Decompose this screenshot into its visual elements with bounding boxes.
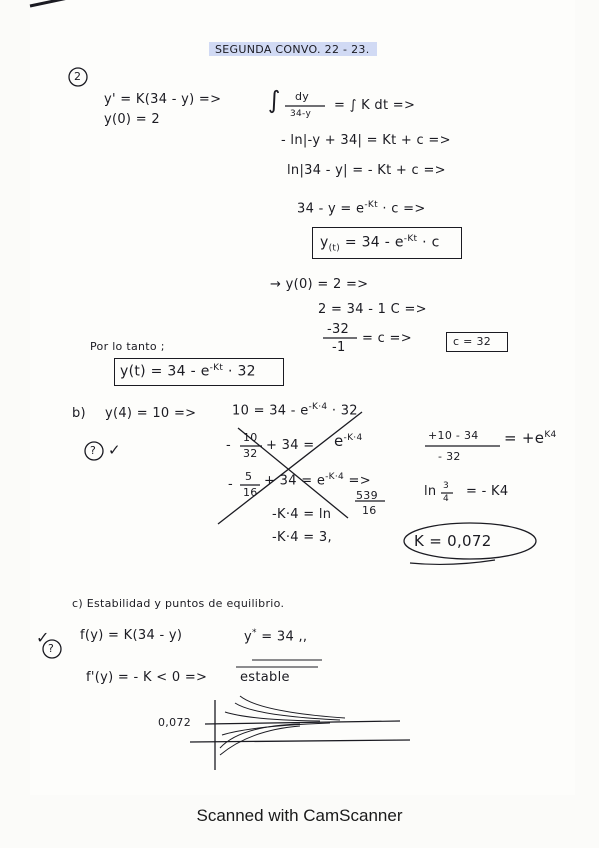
particular-exp: -Kt: [209, 363, 224, 373]
b-ln-rhs: = - K4: [466, 484, 509, 499]
question-mark-c: ?: [48, 642, 55, 655]
b-line1-num: 10: [243, 431, 258, 444]
stable-word: estable: [240, 670, 290, 685]
check-mark-c: ✓: [36, 628, 50, 647]
result-underline: [410, 560, 495, 564]
b-line2-exp: -K·4: [325, 472, 345, 482]
b-right-exp: K4: [544, 430, 557, 440]
particular-main: y(t) = 34 - e: [120, 363, 210, 380]
b-line3-den: 16: [362, 504, 377, 517]
b-line2-mid: [264, 472, 371, 488]
step-1: - ln|-y + 34| = Kt + c =>: [281, 133, 451, 148]
ic-step-3-num: -32: [327, 322, 350, 337]
b-line1-exp: -K·4: [343, 433, 363, 443]
b-line2-tail: =>: [348, 473, 371, 489]
b-line4: -K·4 = 3,: [272, 530, 332, 545]
general-solution: [320, 234, 440, 253]
b-right-num: +10 - 34: [428, 429, 479, 442]
b-line1-den: 32: [243, 447, 258, 460]
derivative: f'(y) = - K < 0 =>: [86, 670, 208, 685]
step-3-exp: -Kt: [364, 200, 378, 210]
b-ln-num: 3: [443, 481, 450, 491]
check-mark-b: ✓: [108, 441, 121, 459]
integral-numerator: dy: [295, 90, 310, 103]
integral-denominator: 34-y: [290, 109, 312, 119]
b-ln-den: 4: [443, 494, 450, 504]
general-exp: -Kt: [403, 234, 418, 244]
part-b-tail: · 32: [331, 403, 358, 419]
part-number: 2: [74, 70, 82, 83]
general-sub: (t): [328, 243, 341, 254]
integral-sign: ∫: [268, 86, 281, 114]
b-line2-num: 5: [245, 470, 253, 483]
equilibrium-star: *: [252, 628, 257, 638]
c-result: c = 32: [453, 335, 492, 348]
ic-step-3-rhs: = c =>: [362, 331, 412, 346]
particular-tail: · 32: [227, 363, 256, 380]
f-definition: f(y) = K(34 - y): [80, 628, 183, 643]
step-2: ln|34 - y| = - Kt + c =>: [287, 163, 446, 178]
camscanner-watermark: Scanned with CamScanner: [196, 806, 403, 825]
particular-solution: [120, 363, 256, 380]
k-result: K = 0,072: [414, 532, 492, 550]
part-c-heading: c) Estabilidad y puntos de equilibrio.: [72, 597, 285, 610]
b-line1-mid: + 34 =: [266, 438, 315, 453]
general-lhs: y: [320, 234, 329, 251]
graph-equilibrium-line: [205, 721, 400, 724]
step-3: [297, 200, 426, 216]
ode-equation: y' = K(34 - y) =>: [104, 92, 222, 107]
integral-rhs: = ∫ K dt =>: [334, 98, 416, 113]
step-3-rhs: · c =>: [382, 201, 426, 217]
general-rhs: · c: [422, 234, 440, 251]
b-line2-mid-text: + 34 = e: [264, 473, 326, 489]
graph-x-axis: [190, 740, 410, 742]
b-line2-neg: -: [228, 477, 233, 492]
part-b-main: 10 = 34 - e: [232, 403, 309, 419]
ic-step-1: → y(0) = 2 =>: [270, 277, 369, 292]
part-b-condition: y(4) = 10 =>: [105, 406, 197, 421]
general-mid: = 34 - e: [344, 234, 404, 251]
ic-step-2: 2 = 34 - 1 C =>: [318, 302, 427, 317]
phase-graph: [190, 696, 410, 770]
ic-step-3-den: -1: [332, 340, 346, 355]
conclusion-label: Por lo tanto ;: [90, 340, 165, 353]
question-mark-b: ?: [90, 444, 97, 457]
b-right-rhs: [504, 429, 557, 447]
corner-stroke: [30, 0, 68, 6]
equilibrium-point: [244, 628, 307, 644]
step-3-lhs: 34 - y = e: [297, 201, 365, 217]
part-b-equation: [232, 402, 358, 418]
exam-title: SEGUNDA CONVO. 22 - 23.: [215, 43, 370, 56]
b-line3-lhs: -K·4 = ln: [272, 507, 332, 522]
b-ln: ln: [424, 484, 437, 499]
graph-label: 0,072: [158, 716, 191, 729]
b-line1-rhs: [334, 432, 362, 450]
part-b-label: b): [72, 406, 86, 421]
b-line2-den: 16: [243, 486, 258, 499]
part-b-exp: -K·4: [308, 402, 328, 412]
b-right-den: - 32: [438, 450, 461, 463]
equilibrium-value: = 34 ,,: [261, 629, 308, 645]
initial-condition: y(0) = 2: [104, 112, 160, 127]
b-line3-num: 539: [356, 489, 378, 502]
equilibrium-y: y: [244, 629, 252, 645]
b-line1-neg: -: [226, 438, 231, 453]
b-line1-e: e: [334, 432, 344, 450]
b-right-e: = +e: [504, 429, 545, 447]
